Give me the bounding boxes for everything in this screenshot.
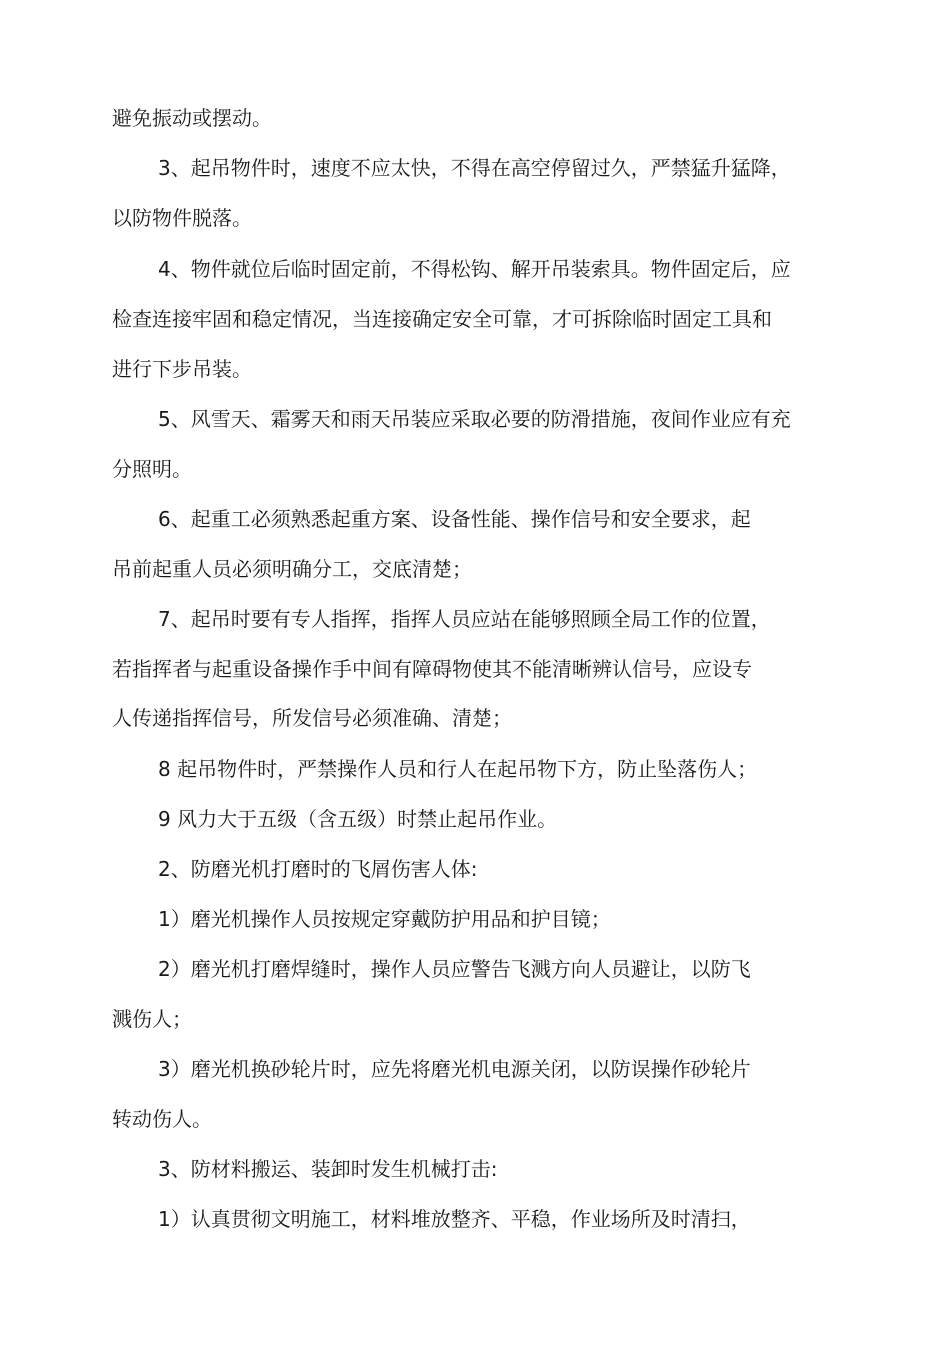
text-line: 7、起吊时要有专人指挥，指挥人员应站在能够照顾全局工作的位置，	[158, 607, 771, 631]
text-line: 避免振动或摆动。	[112, 106, 272, 130]
text-line: 8 起吊物件时，严禁操作人员和行人在起吊物下方，防止坠落伤人；	[158, 757, 758, 781]
text-line: 若指挥者与起重设备操作手中间有障碍物使其不能清晰辨认信号，应设专	[112, 657, 752, 681]
text-line: 1）认真贯彻文明施工，材料堆放整齐、平稳，作业场所及时清扫，	[158, 1207, 751, 1231]
text-line: 3、起吊物件时，速度不应太快，不得在高空停留过久，严禁猛升猛降，	[158, 156, 791, 180]
text-line: 2、防磨光机打磨时的飞屑伤害人体:	[158, 857, 478, 881]
text-line: 1）磨光机操作人员按规定穿戴防护用品和护目镜；	[158, 907, 611, 931]
text-line: 9 风力大于五级（含五级）时禁止起吊作业。	[158, 807, 558, 831]
text-line: 6、起重工必须熟悉起重方案、设备性能、操作信号和安全要求，起	[158, 507, 751, 531]
text-line: 人传递指挥信号，所发信号必须准确、清楚；	[112, 706, 512, 730]
text-line: 以防物件脱落。	[112, 206, 252, 230]
text-line: 溅伤人；	[112, 1007, 192, 1031]
text-line: 4、物件就位后临时固定前，不得松钩、解开吊装索具。物件固定后，应	[158, 257, 791, 281]
text-line: 5、风雪天、霜雾天和雨天吊装应采取必要的防滑措施，夜间作业应有充	[158, 407, 791, 431]
text-line: 3、防材料搬运、装卸时发生机械打击:	[158, 1157, 498, 1181]
text-line: 进行下步吊装。	[112, 357, 252, 381]
text-line: 转动伤人。	[112, 1107, 212, 1131]
text-line: 3）磨光机换砂轮片时，应先将磨光机电源关闭，以防误操作砂轮片	[158, 1057, 751, 1081]
text-line: 检查连接牢固和稳定情况，当连接确定安全可靠，才可拆除临时固定工具和	[112, 307, 772, 331]
text-line: 吊前起重人员必须明确分工，交底清楚；	[112, 557, 472, 581]
text-line: 2）磨光机打磨焊缝时，操作人员应警告飞溅方向人员避让，以防飞	[158, 957, 751, 981]
text-line: 分照明。	[112, 457, 192, 481]
